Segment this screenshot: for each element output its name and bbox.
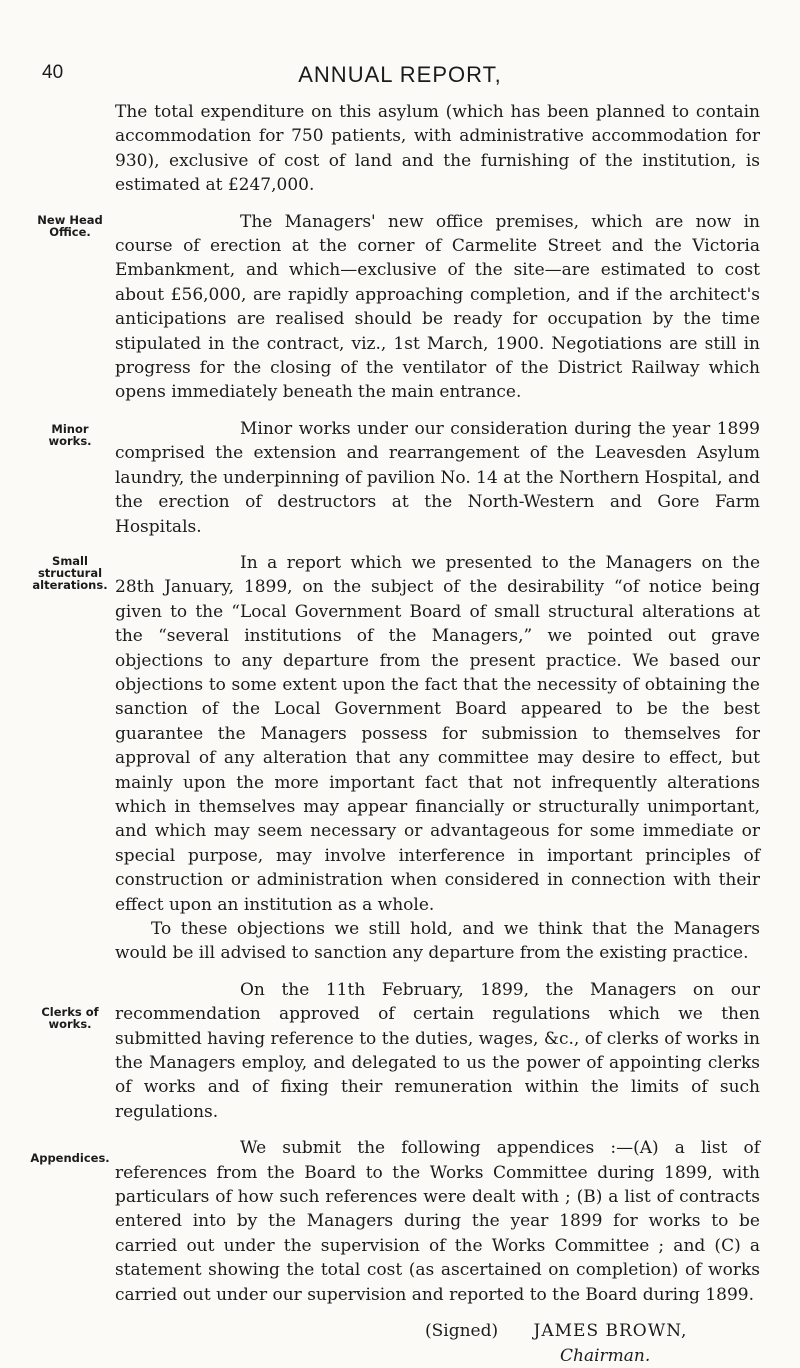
- sidenote-clerks-of-works: Clerks of works.: [41, 1004, 99, 1031]
- section-clerks-of-works: [41, 978, 760, 1124]
- paragraph-objections: To these objections we still hold, and we think that the Managers would be ill advised to sanction any departure from the existing practice.: [115, 919, 760, 964]
- paragraph-clerks-of-works: On the 11th February, 1899, the Managers on our recommendation approved of certain regulations which we then submitted having reference to the duties, wages, &c., of clerks of works in the Managers employ, and delegated to us the power of appointing clerks of works and of fixing their remuneration within the limits of such regulations.: [115, 979, 760, 1122]
- sidenote-appendices: Appendices.: [30, 1151, 110, 1166]
- sidenote-minor-works: Minor works.: [48, 421, 92, 448]
- page-header: [0, 62, 800, 92]
- running-head: ANNUAL REPORT,: [298, 62, 502, 87]
- sidenote-new-head-office: New Head Office.: [37, 212, 103, 239]
- section-small-structural-alterations: [32, 551, 760, 966]
- section-new-head-office: [37, 210, 760, 405]
- section-appendices: [30, 1136, 760, 1307]
- body-text: [30, 100, 760, 1368]
- page-number: 40: [42, 62, 64, 83]
- paragraph-new-head-office: The Managers' new office premises, which are now in course of erection at the corner of Carmelite Street and the Victoria Embankment, and which—exclusive of the site—are estimated to cost about £56,000, are rapidly approaching completion, and if the architect's anticipations are realised should be ready for occupation by the time stipulated in the contract, viz., 1st March, 1900. Negotiations are still in progress for the closing of the ventilator of the District Railway which opens immediately beneath the main entrance.: [115, 211, 760, 403]
- section-minor-works: [48, 417, 760, 539]
- signatory-title: Chairman.: [560, 1345, 651, 1366]
- signed-label: (Signed): [425, 1321, 499, 1342]
- signatory-name: JAMES BROWN,: [533, 1321, 688, 1342]
- paragraph-expenditure: The total expenditure on this asylum (which has been planned to contain accommodation for 750 patients, with administrative accommodation for 930), exclusive of cost of land and the furnishing of the institution, is estimated at £247,000.: [115, 102, 760, 196]
- paragraph-appendices: We submit the following appendices :—(A) a list of references from the Board to the Works Committee during 1899, with particulars of how such references were dealt with ; (B) a list of contracts entered into by the Managers during the year 1899 for works to be carried out under the supervision of the Works Committee ; and (C) a statement showing the total cost (as ascertained on completion) of works carried out under our supervision and reported to the Board during 1899.: [115, 1138, 760, 1305]
- paragraph-small-structural-alterations: In a report which we presented to the Managers on the 28th January, 1899, on the subject of the desirability “of notice being given to the “Local Government Board of small structural alterations at the “several institutions of the Managers,” we pointed out grave objections to any departure from the present practice. We based our objections to some extent upon the fact that the necessity of obtaining the sanction of the Local Government Board appeared to be the best guarantee the Managers possess for submission to themselves for approval of any alteration that any committee may desire to effect, but mainly upon the more important fact that not infrequently alterations which in themselves may appear financially or structurally unimportant, and which may seem necessary or advantageous for some immediate or special purpose, may involve interference in important principles of construction or administration when considered in connection with their effect upon an institution as a whole.: [115, 552, 760, 915]
- paragraph-minor-works: Minor works under our consideration during the year 1899 comprised the extension and rearrangement of the Leavesden Asylum laundry, the underpinning of pavilion No. 14 at the Northern Hospital, and the erection of destructors at the North-Western and Gore Farm Hospitals.: [115, 418, 760, 537]
- sidenote-small-structural-alterations: Small structural alterations.: [32, 553, 108, 592]
- signature-line: [115, 1319, 760, 1343]
